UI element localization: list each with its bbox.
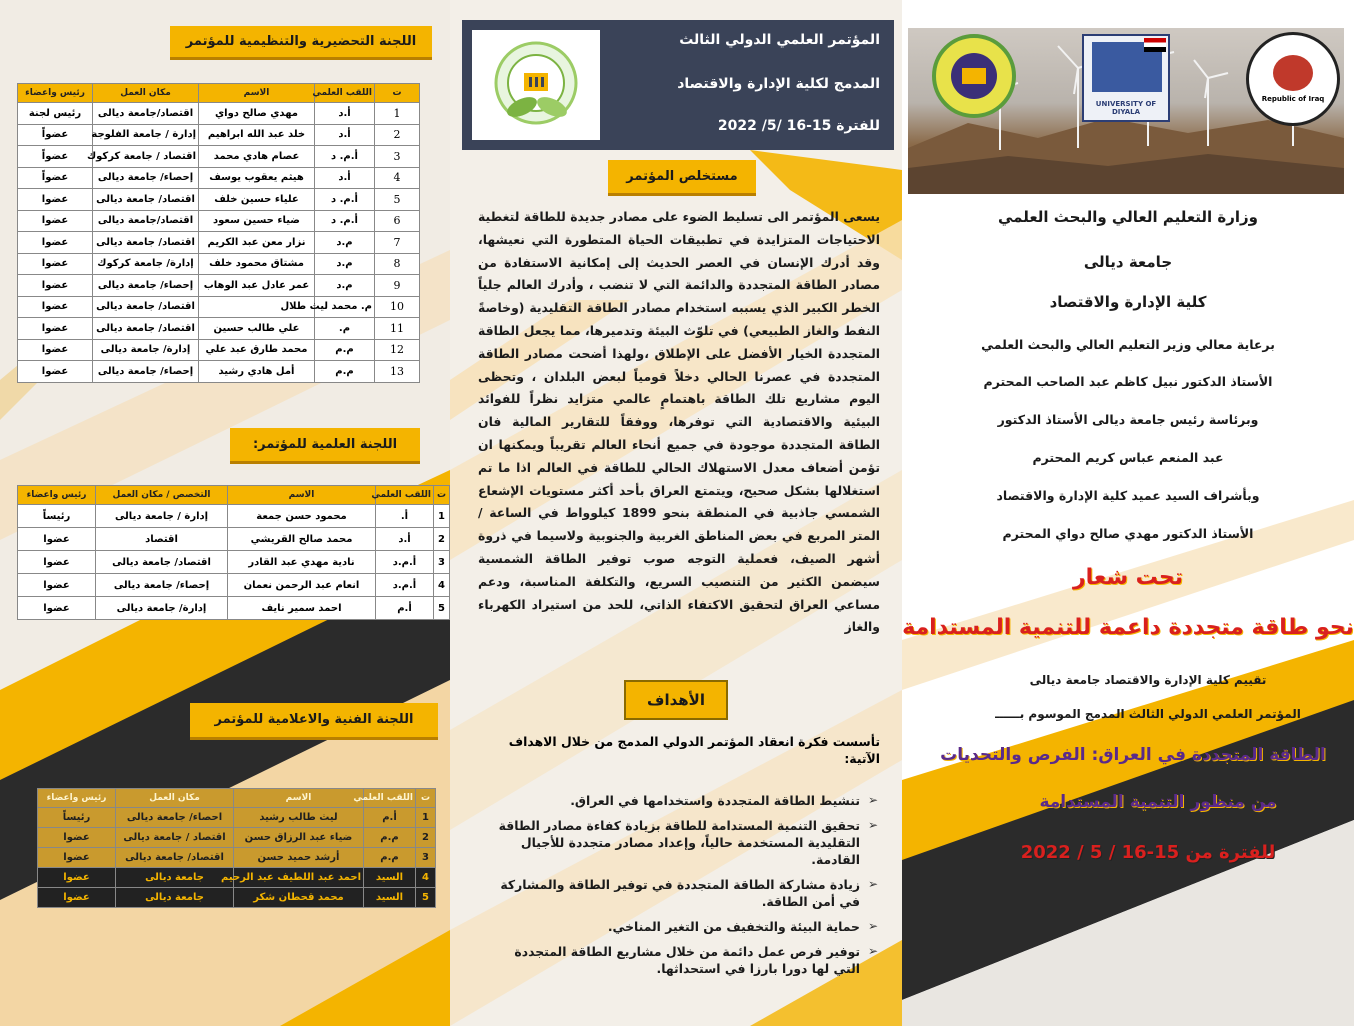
sci-table-cell: محمد صالح القريشي	[228, 528, 376, 551]
prep-committee-table	[18, 83, 420, 383]
slogan-label: تحت شعار	[1072, 565, 1184, 590]
prep-table-cell: عضوا	[18, 189, 93, 211]
arrow-bullet-icon: ➢	[867, 919, 878, 933]
slogan-text: نحو طاقة متجددة داعمة للتنمية المستدامة	[902, 615, 1354, 640]
sci-table-cell: رئيساً	[18, 505, 96, 528]
technical-committee-title: اللجنة الفنية والاعلامية للمؤتمر	[190, 703, 438, 740]
tech-header-cell: اللقب العلمي	[364, 789, 416, 808]
prep-table-cell: 13	[375, 361, 420, 383]
tech-table-cell: أرشد حميد حسن	[234, 848, 364, 868]
prep-table-row	[18, 296, 420, 318]
prep-header-cell: ت	[375, 84, 420, 103]
prep-table-cell: م.د	[315, 253, 375, 275]
goal-text: توفير فرص عمل دائمة من خلال مشاريع الطاقة المتجددة التي لها دورا بارزا في استحداثها.	[514, 944, 860, 976]
prep-table-cell: 9	[375, 275, 420, 297]
prep-table-cell: عضوا	[18, 361, 93, 383]
leaf-logo-icon	[486, 37, 586, 133]
university-name: جامعة ديالى	[1083, 253, 1173, 271]
prep-table-cell: 11	[375, 318, 420, 340]
goal-text: حماية البيئة والتخفيف من التغير المناخي.	[607, 919, 860, 934]
prep-table-cell: عمر عادل عبد الوهاب	[199, 275, 315, 297]
prep-table-cell: علي طالب حسين	[199, 318, 315, 340]
prep-table-row	[18, 189, 420, 211]
middle-panel	[450, 0, 902, 1026]
topic-line-1: الطاقة المتجددة في العراق: الفرص والتحديات	[940, 745, 1326, 765]
goal-item	[488, 817, 878, 868]
tech-header-cell: ت	[416, 789, 436, 808]
prep-table-row	[18, 253, 420, 275]
prep-table-cell: 12	[375, 339, 420, 361]
tech-table-cell: اقتصاد/ جامعة ديالى	[116, 848, 234, 868]
tech-table-cell: عضوا	[38, 828, 116, 848]
conference-label: المؤتمر العلمي الدولي الثالث المدمج الموسوم بــــــ	[995, 707, 1301, 721]
tech-header-cell: رئيس واعضاء	[38, 789, 116, 808]
conference-header-box	[462, 20, 894, 150]
tech-table-cell: اقتصاد / جامعة ديالى	[116, 828, 234, 848]
sci-table-cell: محمود حسن جمعة	[228, 505, 376, 528]
prep-table-cell: اقتصاد / جامعة كركوك	[93, 146, 199, 168]
prep-table-cell: إدارة/ جامعة ديالى	[93, 339, 199, 361]
prep-committee-title: اللجنة التحضيرية والتنظيمية للمؤتمر	[170, 26, 432, 60]
college-name: كلية الإدارة والاقتصاد	[1049, 293, 1207, 311]
tech-table-cell: 1	[416, 808, 436, 828]
tech-table-cell: عضوا	[38, 848, 116, 868]
prep-table-cell: اقتصاد/جامعة ديالى	[93, 210, 199, 232]
prep-header-cell: رئيس واعضاء	[18, 84, 93, 103]
prep-table-cell: نزار معن عبد الكريم	[199, 232, 315, 254]
prep-table-cell: م.م	[315, 339, 375, 361]
prep-table-cell: مشتاق محمود خلف	[199, 253, 315, 275]
goal-item	[488, 792, 878, 809]
prep-table-cell: رئيس لجنة	[18, 103, 93, 125]
prep-table-cell: أ.د	[315, 103, 375, 125]
prep-table-cell: اقتصاد/ جامعة ديالى	[93, 296, 199, 318]
prep-table-cell: عضوا	[18, 275, 93, 297]
prep-table-cell: أمل هادي رشيد	[199, 361, 315, 383]
tech-table-cell: محمد قحطان شكر	[234, 888, 364, 908]
prep-table-cell: م.د	[315, 232, 375, 254]
sci-table-cell: احمد سمير نايف	[228, 597, 376, 620]
prep-header-cell: مكان العمل	[93, 84, 199, 103]
prep-table-cell: إدارة / جامعة الفلوجة	[93, 124, 199, 146]
prep-table-row	[18, 361, 420, 383]
minister-name: الأستاذ الدكتور نبيل كاظم عبد الصاحب المحترم	[983, 374, 1273, 389]
president-name: عبد المنعم عباس كريم المحترم	[1032, 450, 1224, 465]
tech-table-cell: رئيساً	[38, 808, 116, 828]
tech-table-cell: ضياء عبد الرزاق حسن	[234, 828, 364, 848]
sci-table-cell: 5	[434, 597, 450, 620]
sci-table-row	[18, 505, 450, 528]
sci-table-row	[18, 551, 450, 574]
prep-table-row	[18, 103, 420, 125]
prep-table-cell: أ.د	[315, 167, 375, 189]
prep-table-cell: عضوا	[18, 210, 93, 232]
sci-table-row	[18, 597, 450, 620]
college-logo	[932, 34, 1016, 118]
arrow-bullet-icon: ➢	[867, 793, 878, 807]
conference-period: للفترة من 15-16 / 5 / 2022	[1020, 842, 1276, 863]
prep-table-cell: أ.م. د	[315, 189, 375, 211]
scientific-committee-table	[18, 485, 450, 620]
tech-table-row	[38, 828, 436, 848]
prep-table-cell: 1	[375, 103, 420, 125]
scientific-committee-title: اللجنة العلمية للمؤتمر:	[230, 428, 420, 464]
sci-table-cell: عضوا	[18, 597, 96, 620]
tech-table-cell: م.م	[364, 828, 416, 848]
conference-title-line2: المدمج لكلية الإدارة والاقتصاد	[677, 76, 880, 92]
tech-table-cell: احصاء/ جامعة ديالى	[116, 808, 234, 828]
prep-table-cell: اقتصاد/ جامعة ديالى	[93, 232, 199, 254]
prep-table-cell: عضوا	[18, 232, 93, 254]
tech-header-cell: مكان العمل	[116, 789, 234, 808]
technical-committee-table	[38, 788, 436, 908]
prep-table-cell: 6	[375, 210, 420, 232]
sci-table-cell: أ.	[376, 505, 434, 528]
president-line: وبرئاسة رئيس جامعة ديالى الأستاذ الدكتور	[997, 412, 1259, 427]
tech-table-row	[38, 808, 436, 828]
sci-table-cell: 2	[434, 528, 450, 551]
arrow-bullet-icon: ➢	[867, 944, 878, 958]
sci-table-cell: 4	[434, 574, 450, 597]
prep-table-cell: إحصاء/ جامعة ديالى	[93, 275, 199, 297]
prep-table-cell: عضوا	[18, 318, 93, 340]
prep-table-cell: عضوا	[18, 339, 93, 361]
sci-table-cell: عضوا	[18, 528, 96, 551]
sci-table-cell: إدارة/ جامعة ديالى	[96, 597, 228, 620]
sci-table-cell: انعام عبد الرحمن نعمان	[228, 574, 376, 597]
tech-table-row	[38, 848, 436, 868]
prep-table-cell: اقتصاد/جامعة ديالى	[93, 103, 199, 125]
arrow-bullet-icon: ➢	[867, 877, 878, 891]
header-photo-wind-turbines	[908, 28, 1344, 194]
prep-table-cell: أ.م. د	[315, 210, 375, 232]
sci-table-cell: عضوا	[18, 551, 96, 574]
prep-table-cell: أ.د	[315, 124, 375, 146]
prep-table-cell: 5	[375, 189, 420, 211]
sci-header-cell: ت	[434, 486, 450, 505]
goal-text: زيادة مشاركة الطاقة المتجددة في توفير الطاقة والمشاركة في أمن الطاقة.	[500, 877, 860, 909]
tech-table-cell: جامعة ديالى	[116, 868, 234, 888]
prep-table-cell: اقتصاد/ جامعة ديالى	[93, 189, 199, 211]
prep-table-row	[18, 167, 420, 189]
ministry-logo	[1246, 32, 1340, 126]
tech-table-cell: السيد	[364, 868, 416, 888]
supervision-line: وبأشراف السيد عميد كلية الإدارة والاقتصاد	[996, 488, 1260, 503]
prep-table-cell: 2	[375, 124, 420, 146]
tech-table-cell: 5	[416, 888, 436, 908]
prep-table-cell: إحصاء/ جامعة ديالى	[93, 167, 199, 189]
tech-table-cell: أ.م	[364, 808, 416, 828]
tech-table-cell: 4	[416, 868, 436, 888]
prep-table-row	[18, 339, 420, 361]
prep-table-cell: عضوا	[18, 253, 93, 275]
university-logo-text: UNIVERSITY OF DIYALA	[1095, 100, 1157, 116]
prep-table-cell: مهدي صالح دواي	[199, 103, 315, 125]
prep-table-cell: 3	[375, 146, 420, 168]
prep-table-cell: أ.م. د	[315, 146, 375, 168]
conference-dates: للفترة 15-16 /5/ 2022	[717, 118, 880, 134]
prep-header-cell: الاسم	[199, 84, 315, 103]
prep-table-cell: ضياء حسين سعود	[199, 210, 315, 232]
prep-table-cell: إحصاء/ جامعة ديالى	[93, 361, 199, 383]
patronage-line: برعاية معالي وزير التعليم العالي والبحث العلمي	[981, 337, 1275, 352]
tech-table-cell: جامعة ديالى	[116, 888, 234, 908]
sci-table-cell: إدارة / جامعة ديالى	[96, 505, 228, 528]
prep-table-cell: م. محمد ليث طلال	[315, 296, 375, 318]
conference-logo	[472, 30, 600, 140]
tech-table-cell: ليث طالب رشيد	[234, 808, 364, 828]
goal-item	[488, 876, 878, 910]
tech-table-cell: عضوا	[38, 888, 116, 908]
goal-text: تنشيط الطاقة المتجددة واستخدامها في العراق.	[570, 793, 860, 808]
sci-table-row	[18, 574, 450, 597]
sci-table-cell: عضوا	[18, 574, 96, 597]
abstract-text: يسعى المؤتمر الى تسليط الضوء على مصادر جديدة للطاقة لتغطية الاحتياجات المتزايدة في تطبيقات الحياة المتطورة التي نعيشها، وقد أدرك الإنسان في العصر الحديث إلى إمكانية الاستفادة من مصادر الطاقة المتجددة والدائمة التي لا تنضب ، وأدرك العالم جلياً الخطر الكبير الذي يسببه استخدام مصادر الطاقة التقليدية (وخاصةً النفط والغاز الطبيعي) في تلوّث البيئة وتدميرها، مما يجعل الطاقة المتجددة الخيار الأفضل على الإطلاق ،ولهذا أضحت مصادر الطاقة المتجددة في عصرنا الحالي دخلاً قومياً لبعض البلدان ، وتحظى اليوم مشاريع تلك الطاقة باهتمامٍ عالمي متزايد نظراً للفوائد البيئية والاقتصادية التي توفرها، ووفقاً للتقارير المالية فان الطاقة المتجددة موجودة في جميع أنحاء العالم تقريباً ويمكنها ان تؤمن أضعاف معدل الاستهلاك الحالي للطاقة في العالم اذا ما تم استغلالها بشكل صحيح، ويتمتع العراق بأحد أكثر مستويات الإشعاع الشمسي جاذبية في المنطقة بنحو 1899 كيلوواط في الساعة / المتر المربع في بعض المناطق الغربية والجنوبية ولاسيما في ذروة أشهر الصيف، فعملية التوجه صوب توفير الطاقة الشمسية سيضمن الكثير من التنصيب السريع، والتكلفة المناسبة، ودعم مساعي العراق لتحقيق الاكتفاء الذاتي، للحد من استيراد الكهرباء والغاز	[478, 209, 880, 635]
abstract-title: مستخلص المؤتمر	[608, 160, 756, 196]
sci-table-row	[18, 528, 450, 551]
sci-header-cell: رئيس واعضاء	[18, 486, 96, 505]
sci-header-cell: الاسم	[228, 486, 376, 505]
ministry-name: وزارة التعليم العالي والبحث العلمي	[997, 208, 1259, 226]
sci-header-cell: اللقب العلمي	[376, 486, 434, 505]
sci-table-cell: 1	[434, 505, 450, 528]
prep-table-cell: عضواً	[18, 146, 93, 168]
prep-table-cell: 4	[375, 167, 420, 189]
prep-table-cell: عصام هادي محمد	[199, 146, 315, 168]
tech-table-cell: عضوا	[38, 868, 116, 888]
tech-table-row	[38, 888, 436, 908]
arrow-bullet-icon: ➢	[867, 818, 878, 832]
prep-table-row	[18, 210, 420, 232]
goals-list	[488, 792, 878, 985]
prep-table-cell: إدارة/ جامعة كركوك	[93, 253, 199, 275]
prep-table-cell: 8	[375, 253, 420, 275]
sci-table-cell: أ.د	[376, 528, 434, 551]
goal-item	[488, 918, 878, 935]
sci-header-cell: التخصص / مكان العمل	[96, 486, 228, 505]
tech-table-cell: 3	[416, 848, 436, 868]
prep-table-cell: 10	[375, 296, 420, 318]
conference-title-line1: المؤتمر العلمي الدولي الثالث	[679, 32, 880, 48]
prep-table-row	[18, 275, 420, 297]
tech-table-cell: احمد عبد اللطيف عبد الرحيم	[234, 868, 364, 888]
tech-table-cell: م.م	[364, 848, 416, 868]
prep-table-cell: م.	[315, 318, 375, 340]
tech-header-cell: الاسم	[234, 789, 364, 808]
organizer-line: تقييم كلية الإدارة والاقتصاد جامعة ديالى	[1029, 673, 1267, 687]
prep-table-cell: هيثم يعقوب يوسف	[199, 167, 315, 189]
prep-table-cell: 7	[375, 232, 420, 254]
prep-table-cell: عضواً	[18, 124, 93, 146]
sci-table-cell: أ.م	[376, 597, 434, 620]
prep-table-cell: م.د	[315, 275, 375, 297]
goal-text: تحقيق التنمية المستدامة للطاقة بزيادة كفاءة مصادر الطاقة التقليدية المستخدمة حالياً، وإعداد مصادر متجددة للأجيال القادمة.	[498, 818, 860, 867]
dean-name: الأستاذ الدكتور مهدي صالح دواي المحترم	[1002, 526, 1254, 541]
goals-intro: تأسست فكرة انعقاد المؤتمر الدولي المدمج من خلال الاهداف الآتية:	[508, 734, 880, 766]
prep-table-cell: خلد عبد الله ابراهيم	[199, 124, 315, 146]
prep-table-cell: عضواً	[18, 167, 93, 189]
goals-title: الأهداف	[624, 680, 728, 720]
prep-table-cell: اقتصاد/ جامعة ديالى	[93, 318, 199, 340]
ministry-logo-text: Republic of Iraq	[1261, 95, 1325, 103]
tech-table-cell: 2	[416, 828, 436, 848]
sci-table-cell: أ.م.د	[376, 551, 434, 574]
prep-table-row	[18, 146, 420, 168]
topic-line-2: من منظور التنمية المستدامة	[1039, 792, 1277, 812]
prep-table-cell: عضوا	[18, 296, 93, 318]
prep-table-row	[18, 318, 420, 340]
sci-table-cell: أ.م.د	[376, 574, 434, 597]
right-panel	[902, 0, 1354, 1026]
sci-table-cell: اقتصاد/ جامعة ديالى	[96, 551, 228, 574]
sci-table-cell: إحصاء/ جامعة ديالى	[96, 574, 228, 597]
university-logo	[1082, 34, 1170, 122]
prep-table-cell: م.م	[315, 361, 375, 383]
tech-table-cell: السيد	[364, 888, 416, 908]
goal-item	[488, 943, 878, 977]
sci-table-cell: 3	[434, 551, 450, 574]
prep-table-row	[18, 124, 420, 146]
tech-table-row	[38, 868, 436, 888]
sci-table-cell: نادية مهدي عبد القادر	[228, 551, 376, 574]
left-panel	[0, 0, 450, 1026]
sci-table-cell: اقتصاد	[96, 528, 228, 551]
prep-table-cell: محمد طارق عبد علي	[199, 339, 315, 361]
prep-table-row	[18, 232, 420, 254]
prep-header-cell: اللقب العلمي	[315, 84, 375, 103]
prep-table-cell: علياء حسين خلف	[199, 189, 315, 211]
